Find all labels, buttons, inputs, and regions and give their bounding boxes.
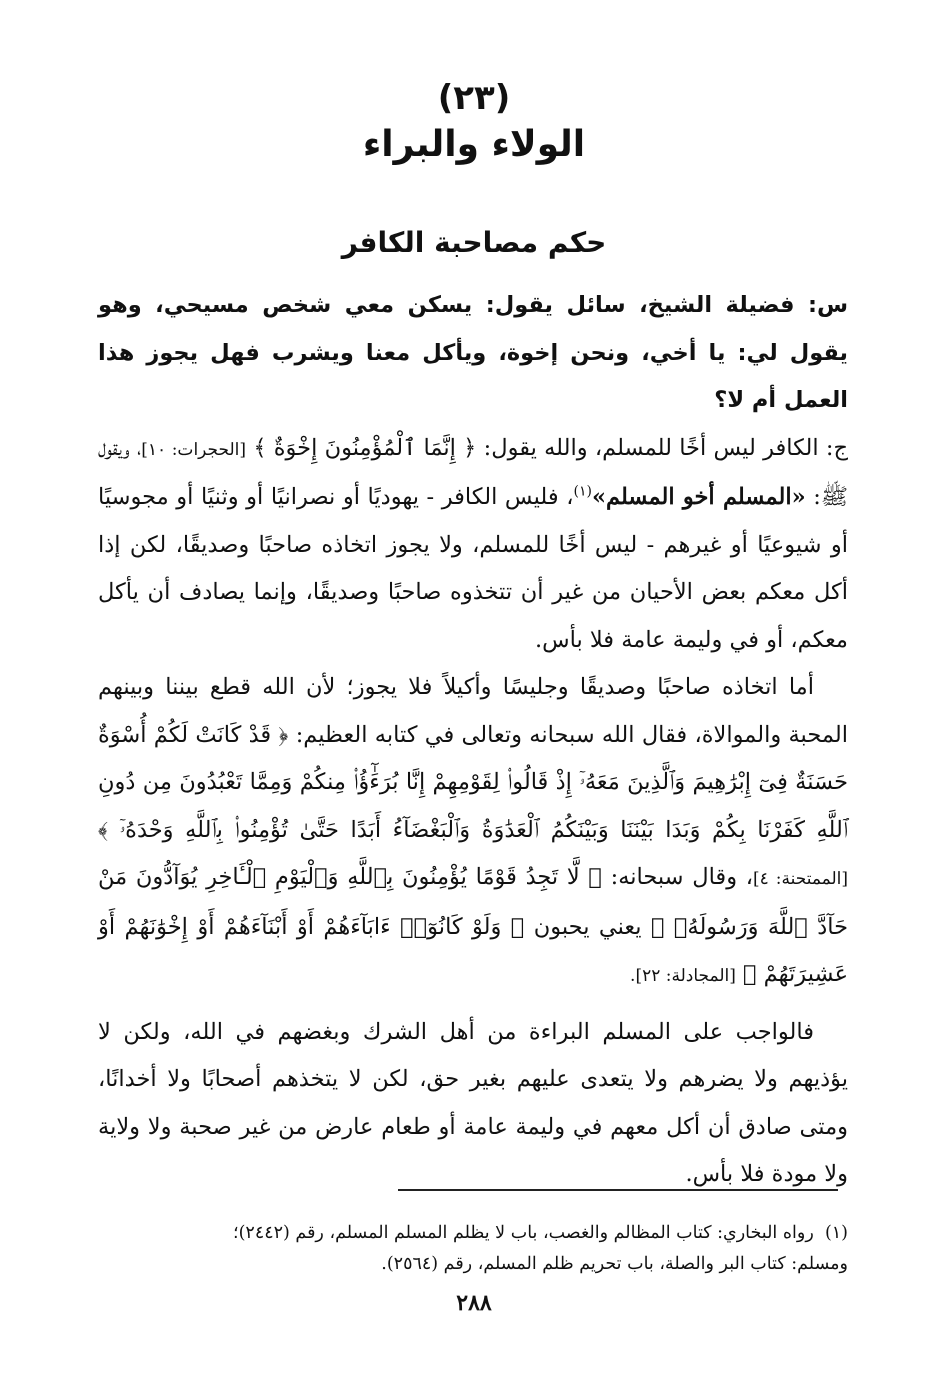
answer-intro: ج: الكافر ليس أخًا للمسلم، والله يقول:	[483, 434, 848, 461]
page-body	[98, 282, 848, 1199]
footnote-text-1: رواه البخاري: كتاب المظالم والغصب، باب لا يظلم المسلم المسلم، رقم (٢٤٤٢)؛	[233, 1223, 814, 1243]
answer-paragraph-3: فالواجب على المسلم البراءة من أهل الشرك وبغضهم في الله، ولكن لا يؤذيهم ولا يضرهم ولا يتعدى عليهم بغير حق، لكن لا يتخذهم أصحابًا ولا أخدانًا، ومتى صادق أن أكل معهم في وليمة عامة أو طعام عارض من غير صحبة ولا ولاية ولا مودة فلا بأس.	[98, 1018, 848, 1187]
verse-mumtahana: ﴿ قَدْ كَانَتْ لَكُمْ أُسْوَةٌ حَسَنَةٌ فِىٓ إِبْرَٰهِيمَ وَٱلَّذِينَ مَعَهُۥٓ إِذْ قَالُوا۟ لِقَوْمِهِمْ إِنَّا بُرَءَٰٓؤُا۟ مِنكُمْ وَمِمَّا تَعْبُدُونَ مِن دُونِ ٱللَّهِ كَفَرْنَا بِكُمْ وَبَدَا بَيْنَنَا وَبَيْنَكُمُ ٱلْعَدَٰوَةُ وَٱلْبَغْضَآءُ أَبَدًا حَتَّىٰ تُؤْمِنُوا۟ بِٱللَّهِ وَحْدَهُۥٓ ﴾	[98, 721, 848, 843]
footnote-line-2: ومسلم: كتاب البر والصلة، باب تحريم ظلم المسلم، رقم (٢٥٦٤).	[381, 1254, 848, 1274]
answer-mid: ، ويقول ﷺ:	[98, 434, 849, 510]
para2-intro: أما اتخاذه صاحبًا وصديقًا وجليسًا وأكيلاً فلا يجوز؛ لأن الله قطع بيننا وبينهم المحبة والموالاة، فقال الله سبحانه وتعالى في كتابه العظيم:	[98, 674, 848, 748]
para2-mid: ، وقال سبحانه:	[610, 864, 754, 890]
footnote-marker: (١)	[824, 1223, 848, 1243]
chapter-number: (٢٣)	[437, 78, 511, 118]
answer-paragraph-1	[98, 425, 848, 665]
chapter-title: الولاء والبراء	[362, 124, 586, 165]
answer-rest: ، فليس الكافر - يهوديًا أو نصرانيًا أو وثنيًا أو مجوسيًا أو شيوعيًا أو غيرهم - ليس أخًا للمسلم، ولا يجوز اتخاذه صاحبًا وصديقًا، لكن إذا أكل معكم بعض الأحيان من غير أن تتخذوه صاحبًا وصديقًا، وإنما يصادف أن يأكل معكم، أو في وليمة عامة فلا بأس.	[98, 484, 848, 653]
section-title: حكم مصاحبة الكافر	[341, 226, 607, 259]
ref-hujurat: [الحجرات: ١٠]	[141, 439, 247, 460]
verse-hujurat: ﴿ إِنَّمَا ٱلْمُؤْمِنُونَ إِخْوَةٌ ﴾	[253, 434, 477, 461]
para2-mid2: يعني يحبون	[533, 913, 642, 940]
answer-paragraph-2	[98, 664, 848, 1001]
verse-mujadala-1: ﴿ لَّا تَجِدُ قَوْمًا يُؤْمِنُونَ بِٱللَّهِ وَٱلْيَوْمِ ٱلْـَٔاخِرِ يُوَآدُّونَ مَنْ حَآدَّ ٱللَّهَ وَرَسُولَهُۥ ﴾	[98, 864, 848, 940]
footnotes	[98, 1218, 848, 1280]
verse-mujadala-2: ﴿ وَلَوْ كَانُوٓا۟ ءَابَآءَهُمْ أَوْ أَبْنَآءَهُمْ أَوْ إِخْوَٰنَهُمْ أَوْ عَشِيرَتَهُمْ ﴾	[98, 913, 848, 987]
ref-mumtahana: [الممتحنة: ٤]	[753, 869, 849, 889]
page-number: ٢٨٨	[456, 1290, 492, 1316]
ref-mujadala: [المجادلة: ٢٢].	[630, 966, 736, 986]
question-text: س: فضيلة الشيخ، سائل يقول: يسكن معي شخص مسيحي، وهو يقول لي: يا أخي، ونحن إخوة، ويأكل معنا ويشرب فهل يجوز هذا العمل أم لا؟	[98, 292, 848, 413]
footnote-ref-marker[interactable]: (١)	[573, 483, 592, 500]
hadith-text: «المسلم أخو المسلم»	[591, 484, 806, 510]
footnote-line-1	[98, 1218, 848, 1249]
footnote-divider	[398, 1189, 838, 1191]
